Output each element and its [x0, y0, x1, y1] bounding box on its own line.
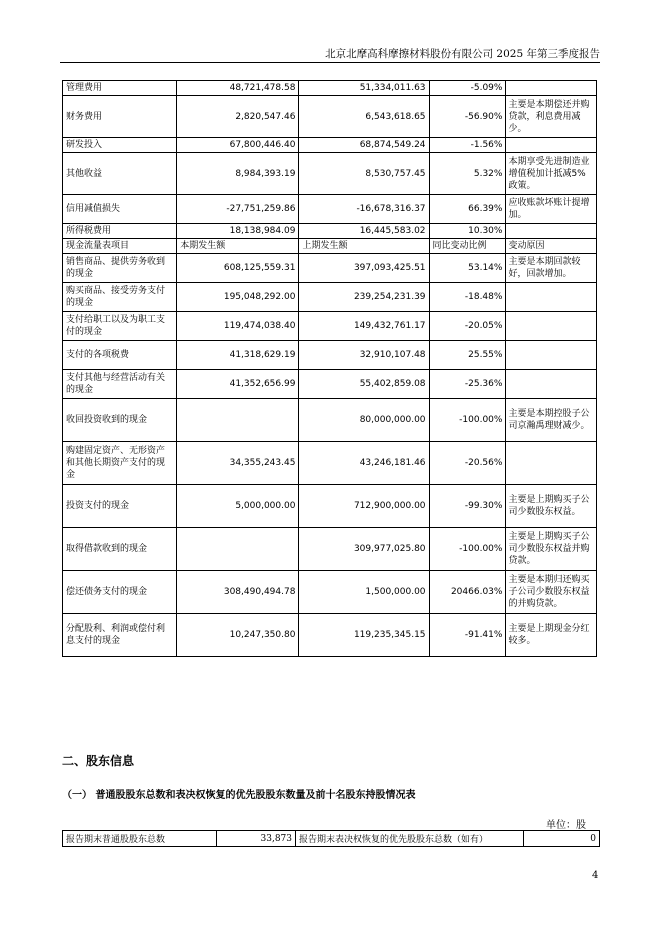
row-change: -100.00% [429, 528, 506, 571]
row-prior: 397,093,425.51 [299, 254, 429, 283]
row-change: -1.56% [429, 138, 506, 153]
table-row [63, 312, 597, 341]
preferred-holders-value: 0 [524, 831, 600, 847]
row-current: 195,048,292.00 [177, 283, 299, 312]
row-current: 119,474,038.40 [177, 312, 299, 341]
table-row [63, 341, 597, 370]
row-prior: 712,900,000.00 [299, 485, 429, 528]
section-title: 二、股东信息 [62, 754, 135, 768]
row-change: -100.00% [429, 399, 506, 442]
row-reason [506, 138, 597, 153]
row-current [177, 528, 299, 571]
row-current: 608,125,559.31 [177, 254, 299, 283]
unit-label: 单位：股 [546, 820, 586, 831]
row-prior: -16,678,316.37 [299, 195, 429, 224]
row-prior: 上期发生额 [299, 239, 429, 254]
row-item: 管理费用 [63, 81, 177, 96]
row-prior: 6,543,618.65 [299, 96, 429, 138]
table-row [63, 81, 597, 96]
row-reason: 主要是本期归还购买子公司少数股东权益的并购贷款。 [506, 571, 597, 614]
row-current: 8,984,393.19 [177, 153, 299, 195]
financial-change-table [62, 80, 597, 657]
row-change: -56.90% [429, 96, 506, 138]
row-prior: 32,910,107.48 [299, 341, 429, 370]
row-change: 25.55% [429, 341, 506, 370]
table-row [63, 153, 597, 195]
row-reason: 主要是本期回款较好，回款增加。 [506, 254, 597, 283]
row-change: -20.05% [429, 312, 506, 341]
row-prior: 309,977,025.80 [299, 528, 429, 571]
row-current: 41,318,629.19 [177, 341, 299, 370]
row-current: -27,751,259.86 [177, 195, 299, 224]
row-prior: 51,334,011.63 [299, 81, 429, 96]
row-prior: 43,246,181.46 [299, 442, 429, 485]
row-current: 41,352,656.99 [177, 370, 299, 399]
row-item: 销售商品、提供劳务收到的现金 [63, 254, 177, 283]
row-reason: 变动原因 [506, 239, 597, 254]
page-header: 北京北摩高科摩擦材料股份有限公司 2025 年第三季度报告 [325, 48, 600, 60]
common-holders-value: 33,873 [217, 831, 296, 847]
row-reason: 应收账款坏账计提增加。 [506, 195, 597, 224]
row-reason [506, 341, 597, 370]
row-reason [506, 81, 597, 96]
row-item: 投资支付的现金 [63, 485, 177, 528]
row-prior: 239,254,231.39 [299, 283, 429, 312]
row-change: 20466.03% [429, 571, 506, 614]
row-item: 支付其他与经营活动有关的现金 [63, 370, 177, 399]
row-reason [506, 312, 597, 341]
row-item: 财务费用 [63, 96, 177, 138]
subsection-title: （一） 普通股股东总数和表决权恢复的优先股股东数量及前十名股东持股情况表 [62, 790, 416, 801]
row-item: 收回投资收到的现金 [63, 399, 177, 442]
table-row [63, 224, 597, 239]
row-change: 53.14% [429, 254, 506, 283]
row-current: 308,490,494.78 [177, 571, 299, 614]
row-reason: 主要是上期现金分红较多。 [506, 614, 597, 657]
row-reason [506, 370, 597, 399]
table-header-row [63, 239, 597, 254]
table-row [63, 485, 597, 528]
table-row [63, 283, 597, 312]
row-change: -5.09% [429, 81, 506, 96]
row-current: 5,000,000.00 [177, 485, 299, 528]
row-item: 偿还债务支付的现金 [63, 571, 177, 614]
row-change: 同比变动比例 [429, 239, 506, 254]
row-current: 本期发生额 [177, 239, 299, 254]
row-item: 支付的各项税费 [63, 341, 177, 370]
row-item: 支付给职工以及为职工支付的现金 [63, 312, 177, 341]
table-row [63, 254, 597, 283]
row-current: 10,247,350.80 [177, 614, 299, 657]
page-number: 4 [592, 870, 599, 881]
row-reason [506, 224, 597, 239]
row-prior: 68,874,549.24 [299, 138, 429, 153]
row-current: 48,721,478.58 [177, 81, 299, 96]
row-prior: 8,530,757.45 [299, 153, 429, 195]
table-row [63, 370, 597, 399]
row-change: -25.36% [429, 370, 506, 399]
row-current: 2,820,547.46 [177, 96, 299, 138]
row-item: 取得借款收到的现金 [63, 528, 177, 571]
row-current: 34,355,243.45 [177, 442, 299, 485]
row-prior: 80,000,000.00 [299, 399, 429, 442]
table-row [63, 96, 597, 138]
common-holders-label: 报告期末普通股股东总数 [63, 831, 217, 847]
row-change: 5.32% [429, 153, 506, 195]
table-row [63, 442, 597, 485]
table-row [63, 399, 597, 442]
header-rule [60, 62, 600, 63]
row-change: -91.41% [429, 614, 506, 657]
row-item: 研发投入 [63, 138, 177, 153]
row-change: -99.30% [429, 485, 506, 528]
preferred-holders-label: 报告期末表决权恢复的优先股股东总数（如有） [296, 831, 524, 847]
row-change: 10.30% [429, 224, 506, 239]
row-reason [506, 442, 597, 485]
row-prior: 16,445,583.02 [299, 224, 429, 239]
row-current: 67,800,446.40 [177, 138, 299, 153]
row-current: 18,138,984.09 [177, 224, 299, 239]
row-prior: 149,432,761.17 [299, 312, 429, 341]
row-item: 分配股利、利润或偿付利息支付的现金 [63, 614, 177, 657]
row-reason: 本期享受先进制造业增值税加计抵减5%政策。 [506, 153, 597, 195]
row-reason: 主要是本期控股子公司京瀚禹理财减少。 [506, 399, 597, 442]
row-change: -18.48% [429, 283, 506, 312]
table-row [63, 614, 597, 657]
table-row [63, 831, 600, 847]
row-reason: 主要是上期购买子公司少数股东权益。 [506, 485, 597, 528]
row-item: 现金流量表项目 [63, 239, 177, 254]
row-item: 信用减值损失 [63, 195, 177, 224]
row-change: 66.39% [429, 195, 506, 224]
row-change: -20.56% [429, 442, 506, 485]
row-item: 购建固定资产、无形资产和其他长期资产支付的现金 [63, 442, 177, 485]
row-reason: 主要是本期偿还并购贷款，利息费用减少。 [506, 96, 597, 138]
row-prior: 55,402,859.08 [299, 370, 429, 399]
table-row [63, 138, 597, 153]
table-row [63, 195, 597, 224]
row-item: 其他收益 [63, 153, 177, 195]
row-reason: 主要是上期购买子公司少数股东权益并购贷款。 [506, 528, 597, 571]
table-row [63, 571, 597, 614]
row-item: 购买商品、接受劳务支付的现金 [63, 283, 177, 312]
row-item: 所得税费用 [63, 224, 177, 239]
row-current [177, 399, 299, 442]
table-row [63, 528, 597, 571]
row-reason [506, 283, 597, 312]
shareholder-count-table [62, 830, 600, 847]
row-prior: 1,500,000.00 [299, 571, 429, 614]
row-prior: 119,235,345.15 [299, 614, 429, 657]
